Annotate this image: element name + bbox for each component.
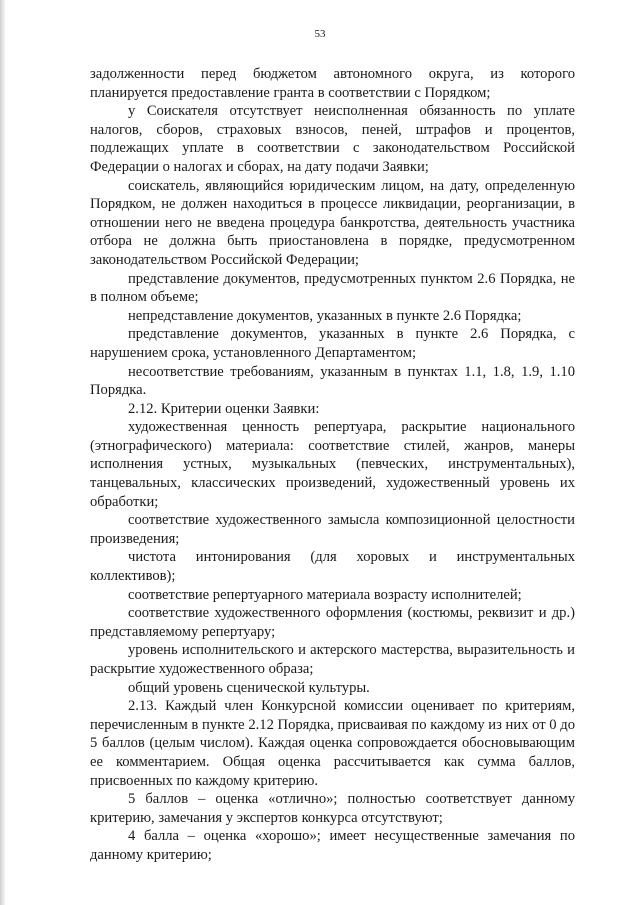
paragraph: представление документов, указанных в пункте 2.6 Порядка, с нарушением срока, установленного Департаментом;: [90, 326, 575, 361]
paragraph: несоответствие требованиям, указанным в пунктах 1.1, 1.8, 1.9, 1.10 Порядка.: [90, 363, 575, 399]
paragraph: общий уровень сценической культуры.: [128, 679, 370, 696]
paragraph: уровень исполнительского и актерского мастерства, выразительность и раскрытие художественного образа;: [90, 642, 575, 677]
paragraph: представление документов, предусмотренных пунктом 2.6 Порядка, не в полном объеме;: [90, 270, 575, 306]
paragraph: 2.12. Критерии оценки Заявки:: [128, 400, 320, 417]
page-binding-edge: [0, 0, 6, 905]
paragraph: чистота интонирования (для хоровых и инструментальных коллективов);: [90, 549, 575, 585]
paragraph: соискатель, являющийся юридическим лицом, на дату, определенную Порядком, не должен находиться в процессе ликвидации, реорганизации, в отношении него не введена процедура банкротства, деятельность участника отбора не должна быть приостановлена в порядке, предусмотренном законодательством Российской Федерации;: [90, 177, 575, 268]
paragraph: соответствие художественного замысла композиционной целостности произведения;: [90, 512, 575, 547]
paragraph: задолженности перед бюджетом автономного округа, из которого планируется предоставление гранта в соответствии с Порядком;: [90, 66, 575, 101]
paragraph: непредставление документов, указанных в пункте 2.6 Порядка;: [128, 307, 522, 324]
paragraph: соответствие репертуарного материала возрасту исполнителей;: [128, 586, 522, 603]
paragraph: 5 баллов – оценка «отлично»; полностью соответствует данному критерию, замечания у экспертов конкурса отсутствуют;: [90, 791, 575, 826]
document-body: [90, 65, 575, 865]
paragraph: 4 балла – оценка «хорошо»; имеет несущественные замечания по данному критерию;: [90, 828, 575, 863]
page-number: 53: [314, 28, 326, 40]
paragraph: художественная ценность репертуара, раскрытие национального (этнографического) материала: соответствие стилей, жанров, манеры исполнения устных, музыкальных (певческих, инструментальных), танцевальных, классических произведений, художественный уровень их обработки;: [90, 419, 575, 510]
paragraph: 2.13. Каждый член Конкурсной комиссии оценивает по критериям, перечисленным в пункте 2.12 Порядка, присваивая по каждому из них от 0 до 5 баллов (целым числом). Каждая оценка сопровождается обосновывающим ее комментарием. Общая оценка рассчитывается как сумма баллов, присвоенных по каждому критерию.: [90, 698, 575, 789]
paragraph: соответствие художественного оформления (костюмы, реквизит и др.) представляемому репертуару;: [90, 605, 575, 640]
paragraph: у Соискателя отсутствует неисполненная обязанность по уплате налогов, сборов, страховых взносов, пеней, штрафов и процентов, подлежащих уплате в соответствии с законодательством Российской Федерации о налогах и сборах, на дату подачи Заявки;: [90, 103, 575, 175]
